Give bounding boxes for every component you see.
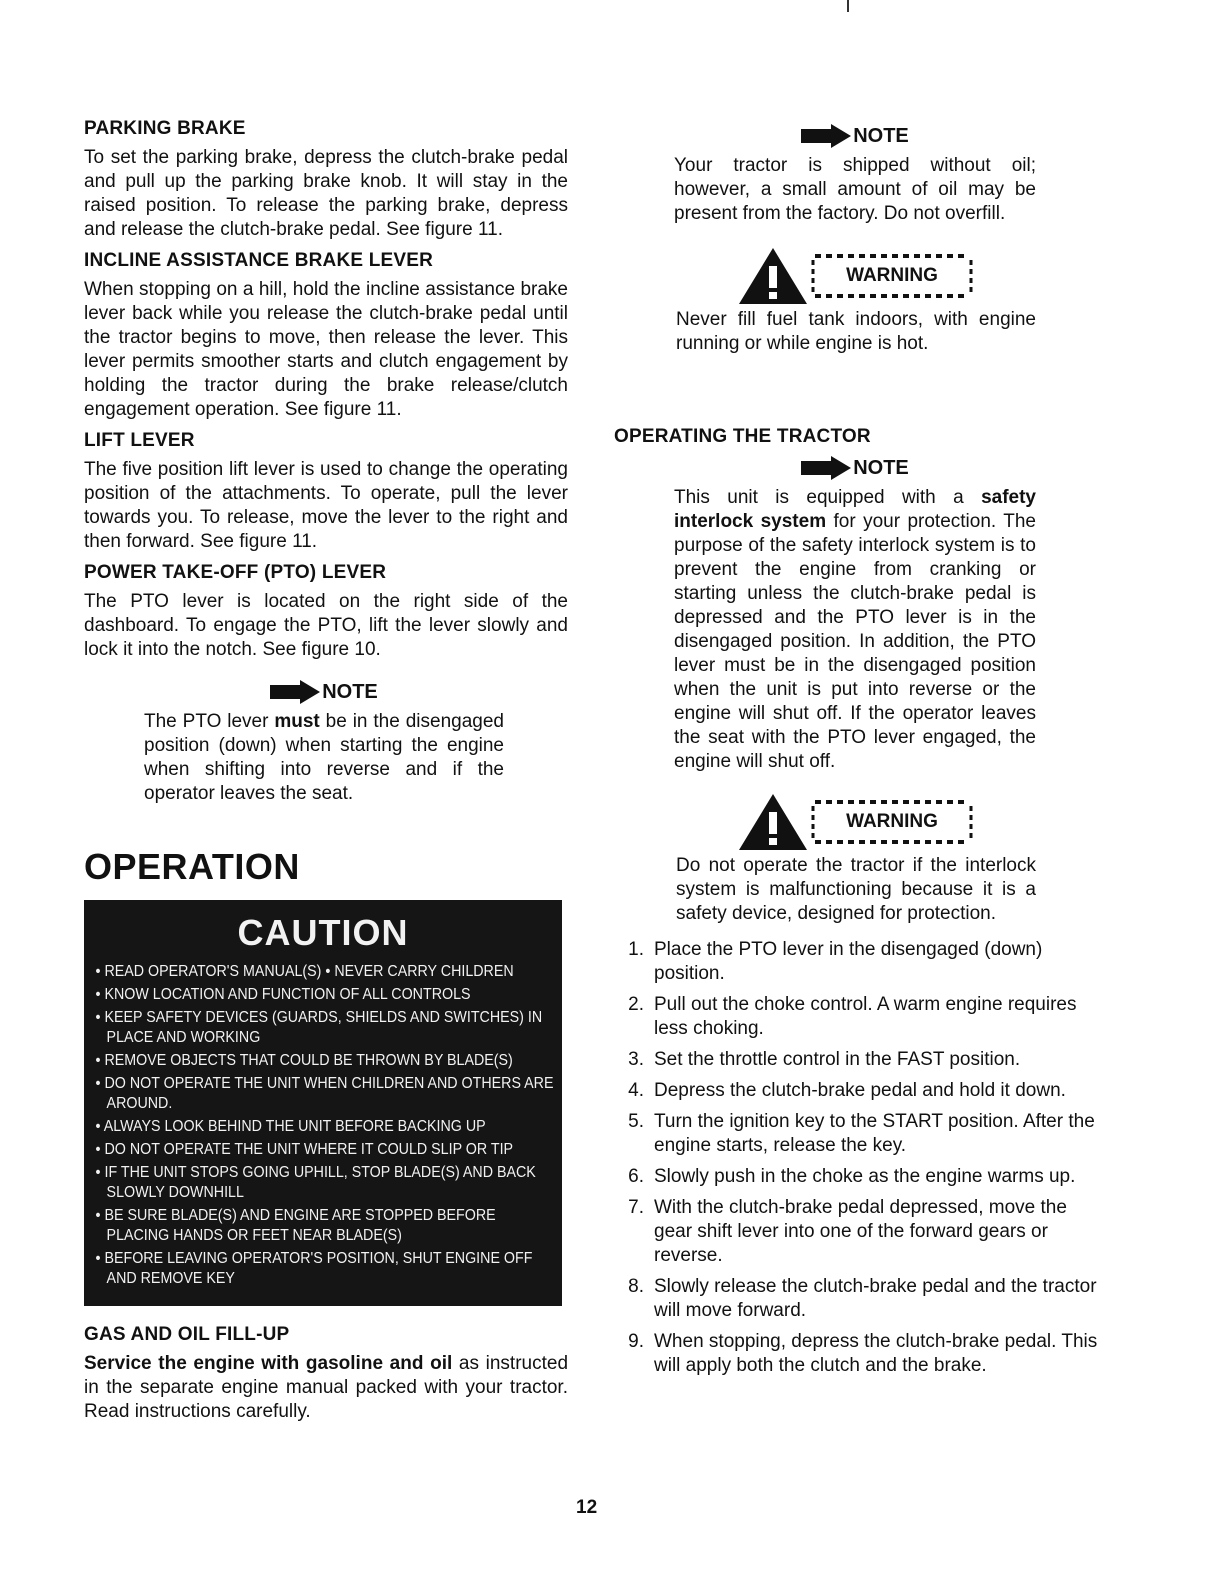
operating-tractor-heading: OPERATING THE TRACTOR	[614, 426, 871, 447]
warning-header	[676, 792, 1036, 852]
oil-note	[674, 124, 1036, 226]
step-item	[614, 1275, 1099, 1323]
step-text: Set the throttle control in the FAST position.	[654, 1049, 1021, 1070]
pto-note	[144, 680, 504, 806]
caution-list	[84, 962, 562, 1289]
interlock-note-text	[674, 486, 1036, 774]
note-text-bold: must	[274, 711, 320, 732]
step-number: 9.	[628, 1331, 644, 1352]
arrow-right-icon	[270, 680, 320, 704]
caution-item: • KNOW LOCATION AND FUNCTION OF ALL CONTROLS	[90, 985, 562, 1005]
fuel-warning-text: Never fill fuel tank indoors, with engine running or while engine is hot.	[676, 309, 1036, 354]
pto-lever-text: The PTO lever is located on the right side of the dashboard. To engage the PTO, lift the lever slowly and lock it into the notch. See figure 10.	[84, 591, 568, 660]
step-number: 7.	[628, 1197, 644, 1218]
gas-oil-bold: Service the engine with gasoline and oil	[84, 1353, 453, 1374]
note-text-bold: safety interlock system	[674, 487, 1036, 532]
step-text: Depress the clutch-brake pedal and hold it down.	[654, 1080, 1066, 1101]
interlock-warning-text: Do not operate the tractor if the interlock system is malfunctioning because it is a safety device, designed for protection.	[676, 855, 1036, 924]
note-text-part: This unit is equipped with a	[674, 487, 982, 508]
interlock-note	[674, 456, 1036, 774]
warning-label-box	[809, 798, 975, 846]
parking-brake-text: To set the parking brake, depress the clutch-brake pedal and pull up the parking brake knob. It will stay in the raised position. To release the parking brake, depress and release the clutch-brake pedal. See figure 11.	[84, 147, 568, 240]
incline-brake-text: When stopping on a hill, hold the incline assistance brake lever back while you release the clutch-brake pedal until the tractor begins to move, then release the lever. This lever permits smoother starts and clutch engagement by holding the tractor during the brake release/clutch engagement operation. See figure 11.	[84, 279, 568, 420]
step-item	[614, 938, 1099, 986]
warning-triangle-icon	[737, 792, 809, 852]
caution-item: • BEFORE LEAVING OPERATOR'S POSITION, SHUT ENGINE OFF AND REMOVE KEY	[90, 1249, 562, 1289]
top-margin-mark	[847, 0, 849, 12]
arrow-right-icon	[801, 456, 851, 480]
note-text-part: The PTO lever	[144, 711, 275, 732]
note-label: NOTE	[853, 456, 909, 479]
left-column	[84, 118, 568, 1432]
step-text: Place the PTO lever in the disengaged (down) position.	[654, 939, 1043, 984]
warning-label-box	[809, 252, 975, 300]
note-label: NOTE	[322, 680, 378, 703]
step-item	[614, 993, 1099, 1041]
step-number: 5.	[628, 1111, 644, 1132]
warning-label: WARNING	[846, 811, 938, 832]
caution-item: • ALWAYS LOOK BEHIND THE UNIT BEFORE BACKING UP	[90, 1117, 562, 1137]
caution-item: • KEEP SAFETY DEVICES (GUARDS, SHIELDS AND SWITCHES) IN PLACE AND WORKING	[90, 1008, 562, 1048]
lift-lever-heading: LIFT LEVER	[84, 430, 195, 451]
caution-item: • IF THE UNIT STOPS GOING UPHILL, STOP BLADE(S) AND BACK SLOWLY DOWNHILL	[90, 1163, 562, 1203]
step-text: Slowly push in the choke as the engine warms up.	[654, 1166, 1076, 1187]
step-item	[614, 1048, 1099, 1072]
gas-oil-heading: GAS AND OIL FILL-UP	[84, 1324, 290, 1345]
step-text: When stopping, depress the clutch-brake pedal. This will apply both the clutch and the brake.	[654, 1331, 1098, 1376]
note-header	[674, 456, 1036, 480]
fuel-warning	[676, 246, 1036, 356]
step-number: 8.	[628, 1276, 644, 1297]
caution-item: • READ OPERATOR'S MANUAL(S) • NEVER CARRY CHILDREN	[90, 962, 562, 982]
step-number: 3.	[628, 1049, 644, 1070]
page-number: 12	[576, 1497, 598, 1518]
arrow-right-icon	[801, 124, 851, 148]
interlock-warning	[676, 792, 1036, 926]
incline-brake-heading: INCLINE ASSISTANCE BRAKE LEVER	[84, 250, 434, 271]
step-text: With the clutch-brake pedal depressed, move the gear shift lever into one of the forward gears or reverse.	[654, 1197, 1067, 1266]
step-number: 1.	[628, 939, 644, 960]
step-number: 4.	[628, 1080, 644, 1101]
note-text-part: be in the disengaged position (down) when starting the engine when shifting into reverse and if the operator leaves the seat.	[144, 711, 504, 804]
pto-lever-heading: POWER TAKE-OFF (PTO) LEVER	[84, 562, 387, 583]
gas-oil-text	[84, 1352, 568, 1424]
warning-label: WARNING	[846, 265, 938, 286]
step-item	[614, 1196, 1099, 1268]
step-number: 6.	[628, 1166, 644, 1187]
step-item	[614, 1165, 1099, 1189]
caution-item: • BE SURE BLADE(S) AND ENGINE ARE STOPPED BEFORE PLACING HANDS OR FEET NEAR BLADE(S)	[90, 1206, 562, 1246]
parking-brake-heading: PARKING BRAKE	[84, 118, 246, 139]
step-text: Slowly release the clutch-brake pedal and the tractor will move forward.	[654, 1276, 1097, 1321]
note-header	[674, 124, 1036, 148]
pto-note-text	[144, 710, 504, 806]
note-text-part: for your protection. The purpose of the safety interlock system is to prevent the engine from cranking or starting unless the clutch-brake pedal is depressed and the PTO lever is in the disengaged position. In addition, the PTO lever must be in the disengaged position when the unit is put into reverse or the engine will shut off. If the operator leaves the seat with the PTO lever engaged, the engine will shut off.	[674, 511, 1036, 772]
caution-item: • REMOVE OBJECTS THAT COULD BE THROWN BY BLADE(S)	[90, 1051, 562, 1071]
step-item	[614, 1330, 1099, 1378]
oil-note-text: Your tractor is shipped without oil; however, a small amount of oil may be present from the factory. Do not overfill.	[674, 155, 1036, 224]
step-number: 2.	[628, 994, 644, 1015]
step-item	[614, 1079, 1099, 1103]
step-item	[614, 1110, 1099, 1158]
caution-item: • DO NOT OPERATE THE UNIT WHERE IT COULD SLIP OR TIP	[90, 1140, 562, 1160]
caution-title: CAUTION	[237, 912, 409, 953]
gas-oil-body: as instructed in the separate engine manual packed with your tractor. Read instructions carefully.	[84, 1353, 569, 1422]
caution-item: • DO NOT OPERATE THE UNIT WHEN CHILDREN AND OTHERS ARE AROUND.	[90, 1074, 562, 1114]
step-text: Turn the ignition key to the START position. After the engine starts, release the key.	[654, 1111, 1095, 1156]
right-column	[614, 120, 1099, 1385]
operating-steps	[614, 938, 1099, 1378]
operation-title: OPERATION	[84, 846, 300, 887]
note-label: NOTE	[853, 124, 909, 147]
caution-decal	[84, 900, 562, 1306]
note-header	[144, 680, 504, 704]
lift-lever-text: The five position lift lever is used to change the operating position of the attachments. To operate, pull the lever towards you. To release, move the lever to the right and then forward. See figure 11.	[84, 459, 568, 552]
warning-triangle-icon	[737, 246, 809, 306]
warning-header	[676, 246, 1036, 306]
step-text: Pull out the choke control. A warm engine requires less choking.	[654, 994, 1077, 1039]
